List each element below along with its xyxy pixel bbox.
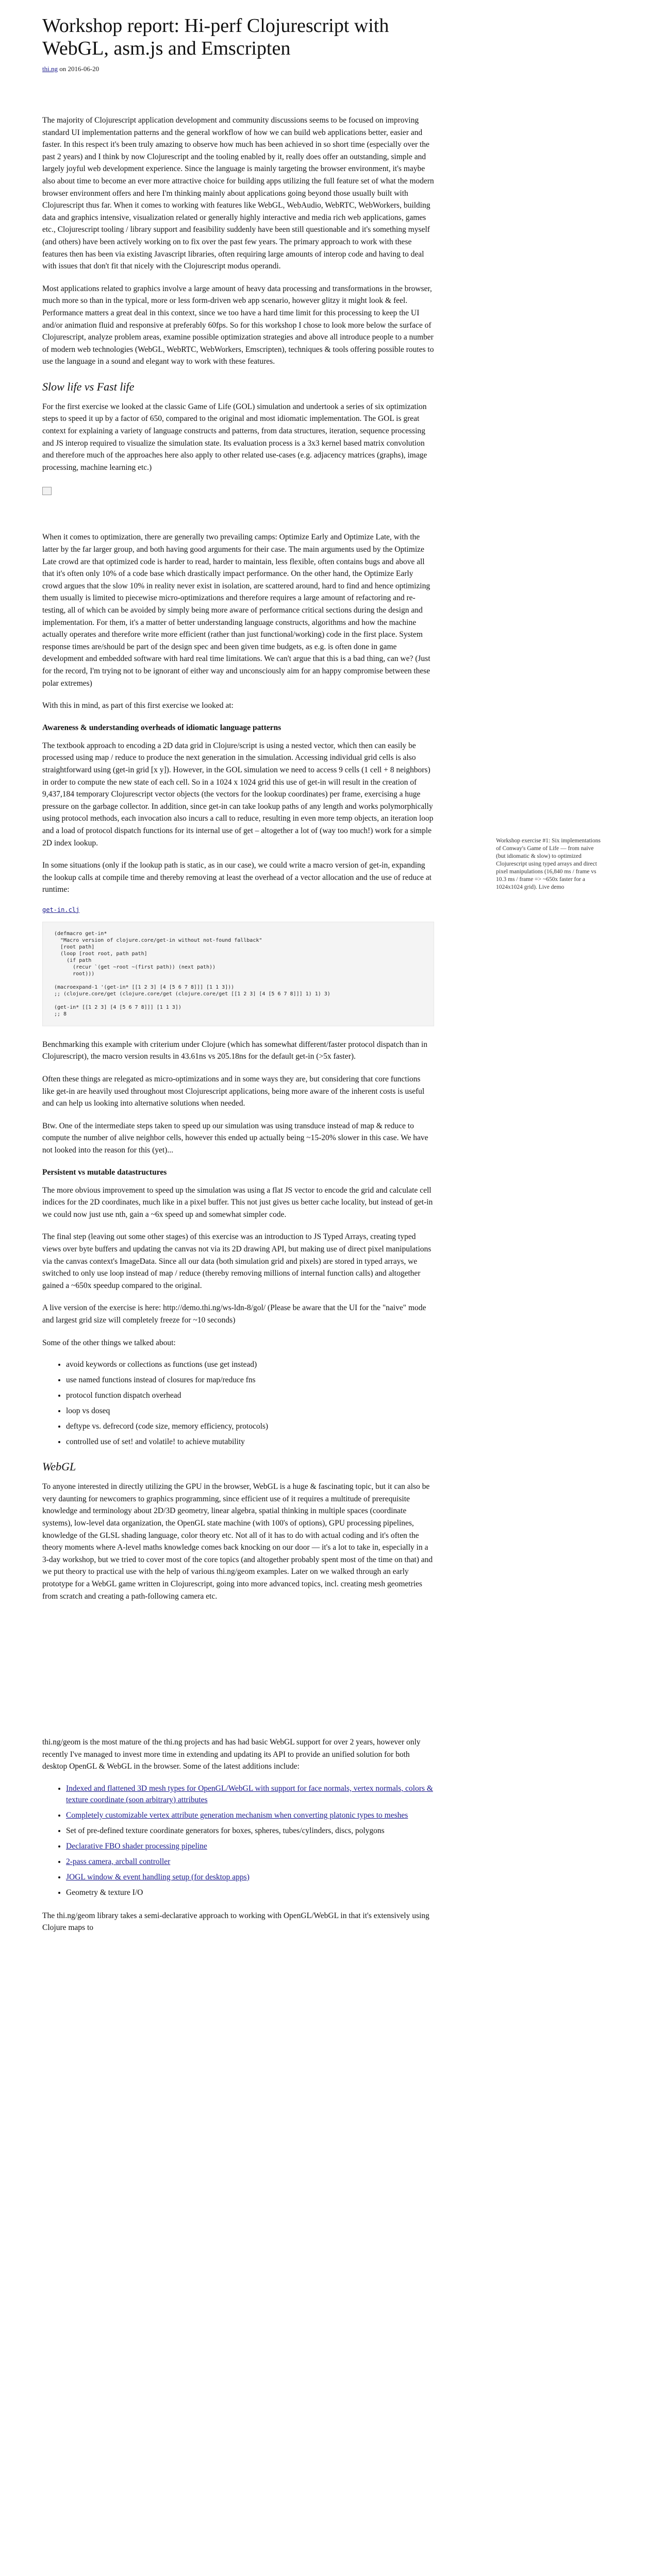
- section-heading-awareness: Awareness & understanding overheads of idiomatic language patterns: [42, 723, 282, 732]
- paragraph: The textbook approach to encoding a 2D data grid in Clojure/script is using a nested vector, which then can easily be processed using map / reduce to produce the next generation in the simulation. Accessing individual grid cells is also straightforward using (get-in grid [x y]). However, in the GOL simulation we need to access 9 cells (1 cell + 8 neighbors) in order to compute the new state of each cell. So in a 1024 x 1024 grid this use of get-in will result in the creation of 9,437,184 temporary Clojurescript vector objects (the vectors for the lookup coordinates) per frame, exercising a huge pressure on the garbage collector. In addition, since get-in can take lookup paths of any length and works polymorphically using protocol methods, each invocation also incurs a call to reduce, resulting in even more temp objects, an iteration loop and a load of protocol dispatch functions for its internal use of get – altogether a lot of (way too much!) work for a simple 2D index lookup.: [42, 741, 434, 848]
- paragraph: The thi.ng/geom library takes a semi-declarative approach to working with OpenGL/WebGL in that it's extensively using Clojure maps to: [42, 1911, 429, 1933]
- list-item: • Geometry & texture I/O: [66, 1887, 434, 1899]
- paragraph: A live version of the exercise is here: http://demo.thi.ng/ws-ldn-8/gol/ (Please be aware that the UI for the "naive" mode and largest grid size will completely freeze for ~10 seconds): [42, 1303, 426, 1325]
- byline-on: on: [59, 65, 67, 73]
- paragraph: Some of the other things we talked about:: [42, 1338, 176, 1347]
- section-heading-webgl: WebGL: [42, 1460, 76, 1473]
- paragraph: Benchmarking this example with criterium under Clojure (which has somewhat different/faster protocol dispatch than in Clojurescript), the macro version results in 43.61ns vs 205.18ns for the default get-in (>5x faster).: [42, 1040, 427, 1061]
- image-placeholder-icon: [42, 487, 52, 495]
- feature-link[interactable]: 2-pass camera, arcball controller: [66, 1857, 171, 1866]
- feature-link[interactable]: Declarative FBO shader processing pipeline: [66, 1841, 207, 1851]
- intro-paragraph: Most applications related to graphics involve a large amount of heavy data processing and transformations in the browser, much more so than in the typical, more or less form-driven web app scenario, however glitzy it might look & feel. Performance matters a great deal in this context, since we too have a hard time limit for this processing to keep the UI and/or animation fluid and responsive at preferably 60fps. So for this workshop I chose to look more below the surface of Clojurescript, analyze problem areas, examine possible optimization strategies and above all introduce people to a number of modern web technologies (WebGL, WebRTC, WebWorkers, Emscripten), techniques & tools offering possible routes to use the language in a sound and elegant way to work with these features.: [42, 284, 434, 366]
- section-heading-persistent: Persistent vs mutable datastructures: [42, 1167, 167, 1177]
- code-file-link[interactable]: get-in.clj: [42, 906, 80, 913]
- list-item: • loop vs doseq: [66, 1405, 434, 1417]
- list-item[interactable]: [66, 1856, 434, 1868]
- paragraph: To anyone interested in directly utilizing the GPU in the browser, WebGL is a huge & fascinating topic, but it can also be very daunting for newcomers to graphics programming, since efficient use of it requires a multitude of prerequisite knowledge and terminology about 2D/3D geometry, linear algebra, spatial thinking in multiple spaces (coordinate systems), low-level data organization, the OpenGL state machine (with 100's of options), GPU processing pipelines, knowledge of the GLSL shading language, color theory etc. Not all of it has to do with actual coding and it's often the theory moments where A-level maths knowledge comes back knocking on our door — it's a lot to take in, especially in a 3-day workshop, but we tried to cover most of the core topics (and altogether probably spent most of the time on that) and we put theory to practical use with the help of various thi.ng/geom examples. Later on we walked through an early prototype for a WebGL game written in Clojurescript, going into more advanced topics, incl. creating mesh geometries from scratch and creating a path-following camera etc.: [42, 1482, 433, 1601]
- paragraph: Btw. One of the intermediate steps taken to speed up our simulation was using transduce instead of map & reduce to compute the number of alive neighbor cells, however this ended up actually being ~15-20% slower in this case. We have not looked into the reason for this (yet)...: [42, 1121, 428, 1155]
- list-item[interactable]: [66, 1783, 434, 1806]
- list-item[interactable]: [66, 1841, 434, 1852]
- page: [42, 0, 620, 1944]
- article-title: Workshop report: Hi-perf Clojurescript with WebGL, asm.js and Emscripten: [42, 15, 389, 59]
- author-link[interactable]: thi.ng: [42, 65, 58, 73]
- paragraph: When it comes to optimization, there are generally two prevailing camps: Optimize Early and Optimize Late, with the latter by the far larger group, and both having good arguments for their case. The main arguments used by the Optimize Late crowd are that optimized code is harder to read, harder to maintain, less flexible, often contains bugs and above all that it's often only 10% of a code base which drastically impact performance. On the other hand, the Optimize Early crowd argues that the slow 10% in reality never exist in isolation, are scattered around, hard to find and hence optimizing them usually is limited to piecewise micro-optimizations and therefore requires a large amount of refactoring and re-testing, all of which can be avoided by simply being more aware of performance critical sections during the design and implementation. For them, it's a matter of better understanding language constructs, algorithms and how the machine actually operates and therefore write more efficient (rather than just functional/working) code in the first place. System response times are/should be part of the design spec and been given time budgets, as e.g. is often done in game development and embedded software with hard real time limitations. We can't argue that this is a bad thing, can we? (Just for the record, I'm trying not to be ignorant of either way and unconsciously aim for an happy compromise between these polar extremes): [42, 533, 431, 688]
- paragraph: For the first exercise we looked at the classic Game of Life (GOL) simulation and undertook a series of six optimization steps to speed it up by a factor of 650, compared to the original and most idiomatic implementation. The GOL is great context for explaining a variety of language constructs and patterns, from data structures, iteration, sequence processing and JS interop required to visualize the simulation state. Its evaluation process is a 3x3 kernel based matrix convolution and therefore much of the approaches here also apply to other related use-cases (e.g. adjacency matrices (graphs), image processing, machine learning etc.): [42, 402, 427, 472]
- paragraph: Often these things are relegated as micro-optimizations and in some ways they are, but considering that core functions like get-in are heavily used throughout most Clojurescript applications, being more aware of the inherent costs is useful and can help us looking into alternative solutions when needed.: [42, 1075, 425, 1108]
- feature-link[interactable]: Indexed and flattened 3D mesh types for OpenGL/WebGL with support for face normals, vertex normals, colors & texture coordinate (soon arbitrary) attributes: [66, 1784, 433, 1804]
- list-item[interactable]: [66, 1810, 434, 1821]
- feature-link[interactable]: Completely customizable vertex attribute generation mechanism when converting platonic types to meshes: [66, 1810, 408, 1820]
- paragraph: In some situations (only if the lookup path is static, as in our case), we could write a macro version of get-in, expanding the lookup calls at compile time and thereby removing at least the overhead of a vector allocation and the use of reduce at runtime:: [42, 861, 432, 894]
- paragraph: thi.ng/geom is the most mature of the thi.ng projects and has had basic WebGL support for over 2 years, however only recently I've managed to invest more time in extending and updating its API to provide an unified solution for both desktop OpenGL & WebGL in the browser. Some of the latest additions include:: [42, 1738, 421, 1771]
- article: [42, 14, 434, 1934]
- list-item: • Set of pre-defined texture coordinate generators for boxes, spheres, tubes/cylinders, discs, polygons: [66, 1825, 434, 1837]
- intro-paragraph: The majority of Clojurescript application development and community discussions seems to be focused on improving standard UI implementation patterns and the general workflow of how we can build web applications better, easier and faster. In this respect it's been truly amazing to observe how much has been achieved in so short time (especially over the past 2 years) and I think by now Clojurescript and the tooling enabled by it, really does offer an outstanding, simple and largely joyful web development experience. Since the language is mainly targeting the browser environment, it's maybe also about time to become an ever more attractive choice for building apps utilizing the full feature set of what the modern browser environment offers and here I'm thinking mainly about applications going beyond those usually built with Clojurescript thus far. When it comes to working with features like WebGL, WebAudio, WebRTC, WebWorkers, building data and graphics intensive, visualization related or generally highly interactive and media rich web applications, games etc., Clojurescript tooling / library support and feasibility suddenly have been still questionable and it's something myself (and others) have been actively working on to fix over the past few years. The primary approach to work with these features then has been via existing Javascript libraries, often requiring large amounts of interop code and having to deal with issues that don't fit that nicely with the Clojurescript modus operandi.: [42, 116, 434, 271]
- list-item: • avoid keywords or collections as functions (use get instead): [66, 1359, 434, 1370]
- gol-figure: [42, 484, 434, 511]
- list-item: • use named functions instead of closures for map/reduce fns: [66, 1375, 434, 1386]
- post-date: 2016-06-20: [68, 65, 100, 73]
- paragraph: The more obvious improvement to speed up the simulation was using a flat JS vector to encode the grid and calculate cell indices for the 2D coordinates, much like in a pixel buffer. This not just gives us better cache locality, but instead of get-in we could now just use nth, gain a ~6x speed up and somewhat simpler code.: [42, 1185, 433, 1219]
- list-item: • protocol function dispatch overhead: [66, 1390, 434, 1401]
- list-item: • controlled use of set! and volatile! to achieve mutability: [66, 1436, 434, 1448]
- list-item[interactable]: [66, 1872, 434, 1883]
- feature-link[interactable]: JOGL window & event handling setup (for desktop apps): [66, 1872, 250, 1882]
- feature-list: [42, 1783, 434, 1899]
- paragraph: The final step (leaving out some other stages) of this exercise was an introduction to JS Typed Arrays, creating typed views over byte buffers and updating the canvas not via its 2D drawing API, but making use of direct pixel manipulations via the canvas context's ImageData. Since all our data (both simulation grid and pixels) are stored in typed arrays, we switched to only use loop instead of map / reduce (thereby removing millions of internal function calls) and altogether gained a ~650x speedup compared to the original.: [42, 1232, 432, 1290]
- paragraph: With this in mind, as part of this first exercise we looked at:: [42, 701, 234, 710]
- sidenote-gol: Workshop exercise #1: Six implementations of Conway's Game of Life — from naive (but idiomatic & slow) to optimized Clojurescript using typed arrays and direct pixel manipulations (16,840 ms / frame vs 10.3 ms / frame => ~650x faster for a 1024x1024 grid). Live demo: [496, 838, 601, 890]
- section-heading-slow-life: Slow life vs Fast life: [42, 380, 135, 393]
- list-item: • deftype vs. defrecord (code size, memory efficiency, protocols): [66, 1421, 434, 1432]
- byline: [42, 65, 434, 73]
- code-block: (defmacro get-in* "Macro version of clojure.core/get-in without not-found fallback" [root path] (loop [root root, path path] (if path (recur `(get ~root ~(first path)) (next path)) root))) (macroexpand-1 '(get-in* [[1 2 3] [4 [5 6 7 8]]] [1 1 3])) ;; (clojure.core/get (clojure.core/get (clojure.core/get [[1 2 3] [4 [5 6 7 8]]] 1) 1) 3) (get-in* [[1 2 3] [4 [5 6 7 8]]] [1 1 3]) ;; 8: [42, 922, 434, 1026]
- game-figure-space: [42, 1613, 434, 1736]
- bullet-list: [42, 1359, 434, 1448]
